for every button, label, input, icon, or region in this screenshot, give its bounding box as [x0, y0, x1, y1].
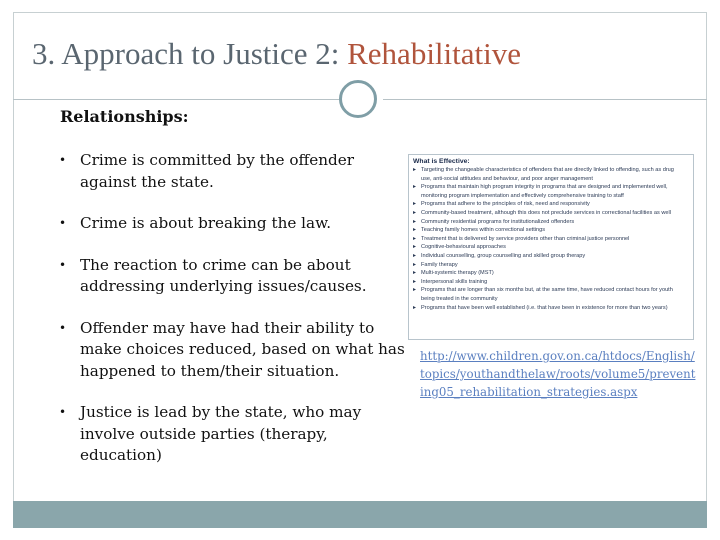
bullet-text: Offender may have had their ability to make choices reduced, based on what has happened to them/their situation. [80, 318, 405, 380]
panel-list-item: ▸ Targeting the changeable characteristics of offenders that are directly linked to offending, such as drug [413, 166, 689, 175]
source-link[interactable]: http://www.children.gov.on.ca/htdocs/English/topics/youthandthelaw/roots/volume5/preventing05_rehabilitation_strategies.aspx [420, 349, 696, 399]
slide-title [32, 36, 521, 72]
bullet-text: The reaction to crime can be about addressing underlying issues/causes. [80, 255, 367, 295]
title-accent: Rehabilitative [347, 36, 522, 71]
panel-list-item: being treated in the community [421, 295, 498, 302]
panel-list-item: ▸ Programs that adhere to the principles of risk, need and responsivity [413, 200, 689, 209]
bullet-list [58, 150, 403, 467]
bullet-item [58, 402, 403, 467]
panel-title: What is Effective: [413, 158, 470, 165]
bullet-item [58, 213, 403, 235]
bullet-icon: • [59, 216, 67, 230]
panel-list [409, 166, 693, 312]
panel-list-item: ▸ Programs that have been well established (i.e. that have been in existence for more than two years) [413, 304, 689, 313]
title-prefix: 3. Approach to Justice 2: [32, 36, 348, 71]
bullet-icon: • [59, 320, 67, 335]
panel-list-item: ▸ Programs that maintain high program integrity in programs that are designed and implemented well, [413, 183, 689, 192]
panel-list-item: ▸ Multi-systemic therapy (MST) [413, 269, 689, 278]
panel-list-item: ▸ Teaching family homes within correctional settings [413, 226, 689, 235]
subheading: Relationships: [60, 107, 189, 126]
panel-list-item: ▸ Programs that are longer than six months but, at the same time, have reduced contact hours for youth [413, 286, 689, 295]
bullet-icon: • [59, 405, 67, 419]
bullet-icon: • [59, 257, 67, 272]
circle-ornament-icon [339, 80, 377, 118]
panel-list-item: ▸ Treatment that is delivered by service providers other than criminal justice personnel [413, 235, 689, 244]
title-divider-left [13, 99, 339, 100]
panel-list-item: ▸ Individual counselling, group counselling and skilled group therapy [413, 252, 689, 261]
panel-list-item: use, anti-social attitudes and behaviour, and poor anger management [421, 175, 593, 182]
effective-strategies-image [408, 154, 694, 340]
footer-bar [13, 501, 707, 528]
bullet-text: Justice is lead by the state, who may involve outside parties (therapy, education) [80, 403, 362, 464]
bullet-item [58, 318, 403, 383]
title-divider-right [383, 99, 707, 100]
panel-list-item: ▸ Family therapy [413, 261, 689, 270]
panel-list-item: ▸ Community-based treatment, although this does not preclude services in correctional facilities as well [413, 209, 689, 218]
panel-list-item: ▸ Cognitive-behavioural approaches [413, 243, 689, 252]
bullet-icon: • [59, 153, 67, 167]
bullet-text: Crime is committed by the offender against the state. [80, 151, 354, 191]
panel-list-item: ▸ Community residential programs for institutionalized offenders [413, 218, 689, 227]
panel-list-item: ▸ Interpersonal skills training [413, 278, 689, 287]
bullet-item [58, 150, 403, 193]
bullet-text: Crime is about breaking the law. [80, 214, 332, 232]
bullet-item [58, 255, 403, 298]
panel-list-item: monitoring program implementation and effectively comprehensive training to staff [421, 192, 624, 199]
